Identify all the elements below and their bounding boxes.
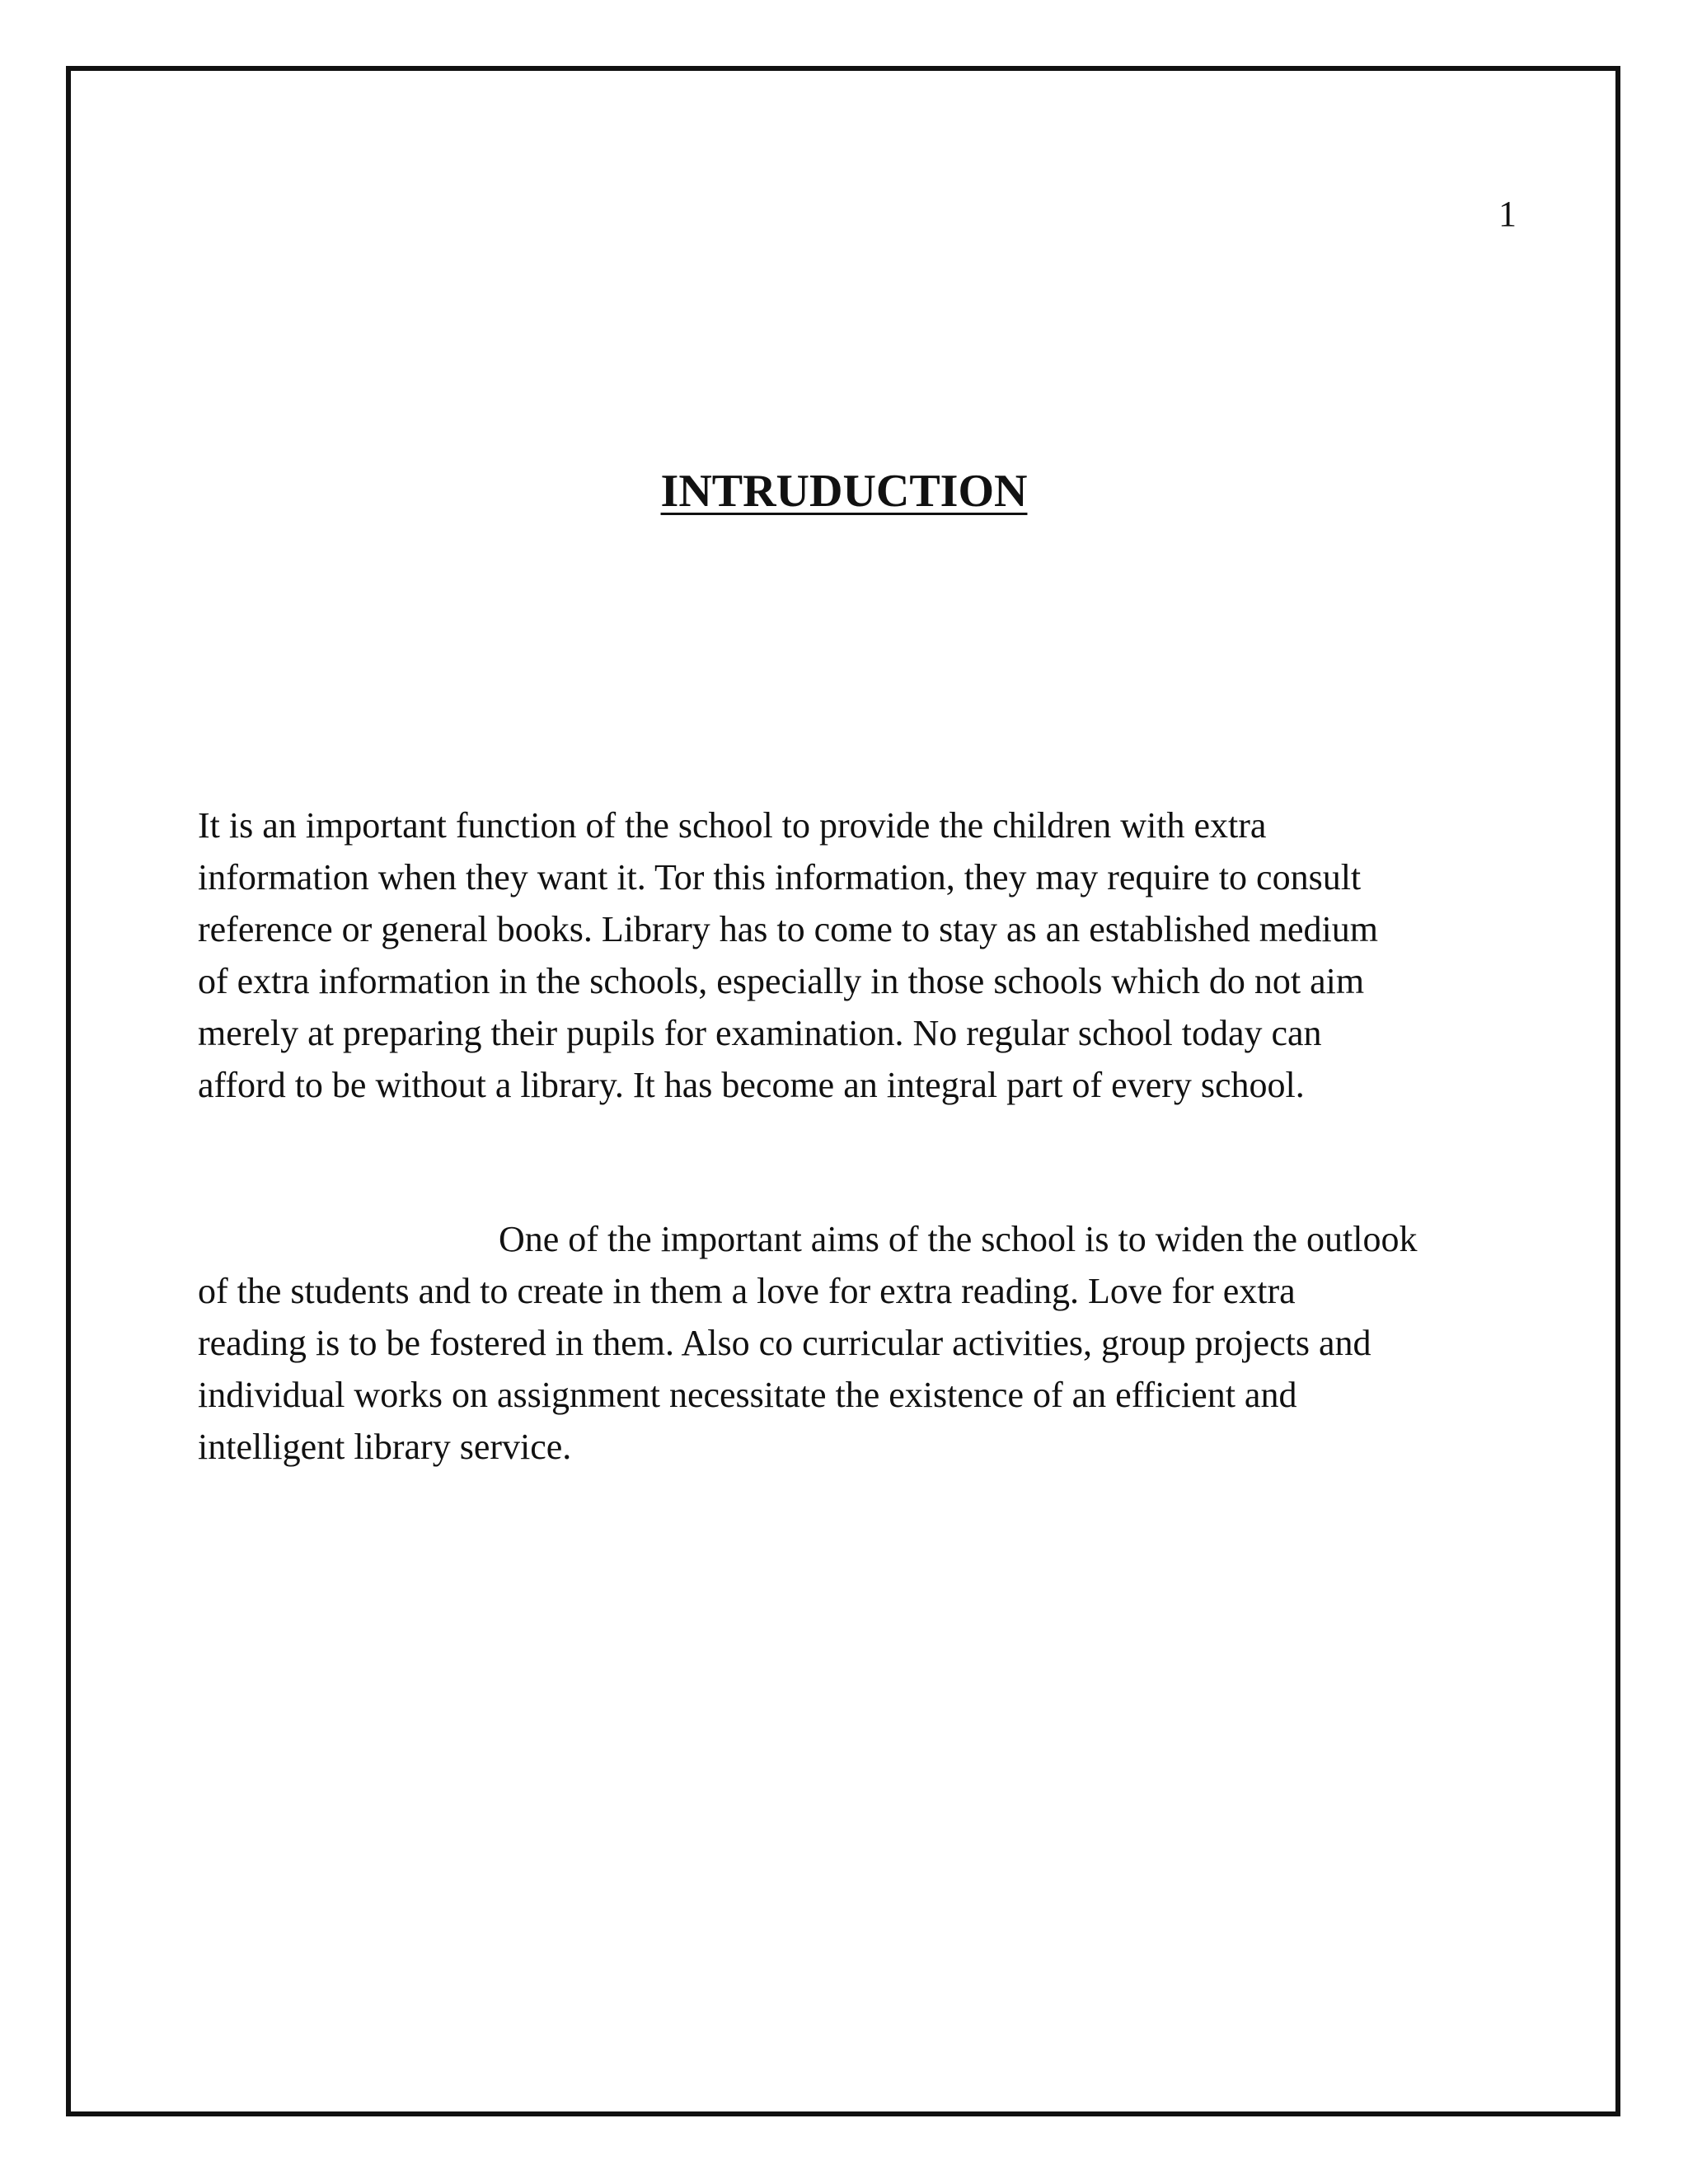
paragraph-line: It is an important function of the school to provide the children with extra bbox=[198, 805, 1267, 846]
paragraph-line: reference or general books. Library has to come to stay as an established medium bbox=[198, 909, 1378, 949]
paragraph-line: reading is to be fostered in them. Also co curricular activities, group projects and bbox=[198, 1323, 1372, 1363]
paragraph-1 bbox=[198, 799, 1517, 1111]
page-title-text: INTRUDUCTION bbox=[660, 466, 1028, 517]
paragraph-line: information when they want it. Tor this information, they may require to consult bbox=[198, 857, 1362, 898]
paragraph-2 bbox=[198, 1213, 1517, 1473]
paragraph-line: One of the important aims of the school is to widen the outlook bbox=[499, 1219, 1418, 1259]
page-title bbox=[0, 466, 1688, 517]
paragraph-line: afford to be without a library. It has become an integral part of every school. bbox=[198, 1065, 1305, 1105]
page-number: 1 bbox=[1498, 194, 1517, 234]
paragraph-line: of the students and to create in them a love for extra reading. Love for extra bbox=[198, 1271, 1296, 1311]
paragraph-line: intelligent library service. bbox=[198, 1427, 572, 1467]
paragraph-line: individual works on assignment necessitate the existence of an efficient and bbox=[198, 1375, 1297, 1415]
paragraph-line: of extra information in the schools, especially in those schools which do not aim bbox=[198, 961, 1365, 1001]
paragraph-line: merely at preparing their pupils for examination. No regular school today can bbox=[198, 1013, 1322, 1053]
